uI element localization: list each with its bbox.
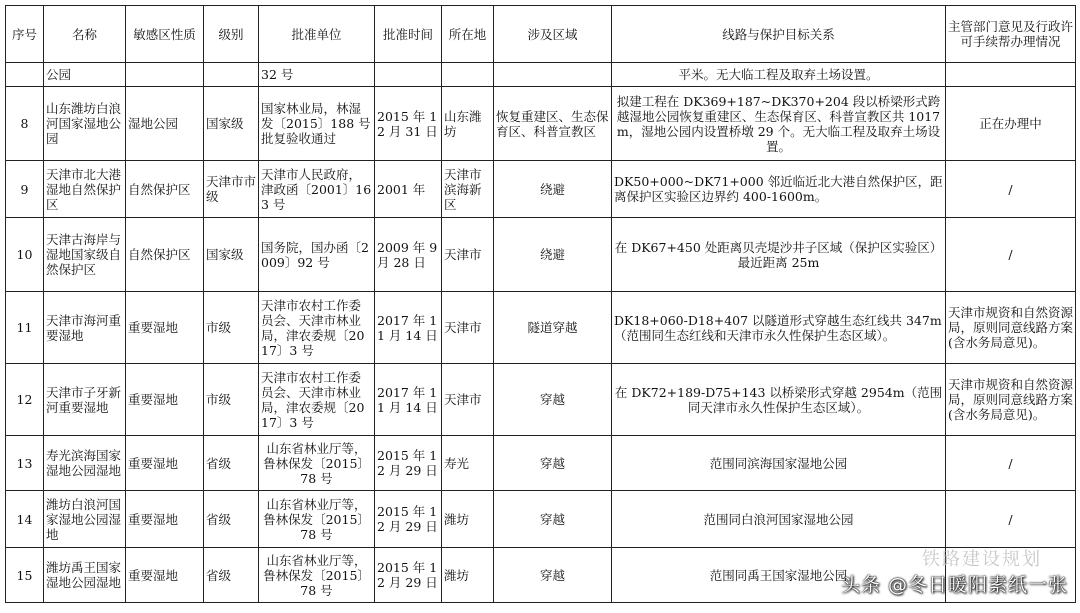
- cell-area: 隧道穿越: [494, 292, 612, 364]
- cell-location: 天津市: [442, 364, 494, 436]
- cell-relation: 范围同滨海国家湿地公园: [612, 436, 946, 491]
- cell-time: [375, 63, 442, 87]
- cell-opinion: 天津市规资和自然资源局，原则同意线路方案(含水务局意见)。: [946, 292, 1076, 364]
- cell-no: 10: [6, 218, 44, 292]
- cell-name: 山东潍坊白浪河国家湿地公园: [44, 87, 126, 161]
- cell-time: 2009 年 9 月 28 日: [375, 218, 442, 292]
- cell-unit: 32 号: [259, 63, 375, 87]
- cell-opinion: /: [946, 491, 1076, 548]
- cell-location: 天津市: [442, 218, 494, 292]
- cell-nature: 重要湿地: [126, 548, 204, 603]
- cell-unit: 国务院，国办函〔2009〕92 号: [259, 218, 375, 292]
- cell-level: 市级: [204, 364, 259, 436]
- cell-no: 8: [6, 87, 44, 161]
- cell-nature: [126, 63, 204, 87]
- cell-opinion: /: [946, 436, 1076, 491]
- header-name: 名称: [44, 6, 126, 63]
- cell-nature: 湿地公园: [126, 87, 204, 161]
- cell-area: 绕避: [494, 161, 612, 218]
- watermark-author-text: 头条 @冬日暖阳素纸一张: [840, 574, 1068, 596]
- cell-unit: 天津市农村工作委员会、天津市林业局，津农委规〔2017〕3 号: [259, 292, 375, 364]
- sensitive-area-table: [5, 5, 1076, 603]
- cell-area: 穿越: [494, 436, 612, 491]
- cell-opinion: /: [946, 218, 1076, 292]
- cell-opinion: 天津市规资和自然资源局，原则同意线路方案(含水务局意见)。: [946, 364, 1076, 436]
- header-no: 序号: [6, 6, 44, 63]
- cell-level: [204, 63, 259, 87]
- cell-nature: 重要湿地: [126, 436, 204, 491]
- cell-area: 恢复重建区、生态保育区、科普宣教区: [494, 87, 612, 161]
- cell-relation: 在 DK72+189-D75+143 以桥梁形式穿越 2954m（范围同天津市永久性保护生态区域）。: [612, 364, 946, 436]
- cell-nature: 重要湿地: [126, 364, 204, 436]
- cell-name: 潍坊禹王国家湿地公园湿地: [44, 548, 126, 603]
- cell-nature: 自然保护区: [126, 218, 204, 292]
- cell-time: 2001 年: [375, 161, 442, 218]
- cell-time: 2017 年 11 月 14 日: [375, 364, 442, 436]
- cell-no: 14: [6, 491, 44, 548]
- cell-no: 15: [6, 548, 44, 603]
- cell-area: [494, 63, 612, 87]
- cell-location: 潍坊: [442, 491, 494, 548]
- watermark-channel-text: 铁路建设规划: [922, 549, 1042, 570]
- cell-location: 天津市: [442, 292, 494, 364]
- table-row: [6, 491, 1076, 548]
- cell-name: 寿光滨海国家湿地公园湿地: [44, 436, 126, 491]
- cell-level: 省级: [204, 491, 259, 548]
- cell-level: 省级: [204, 436, 259, 491]
- cell-unit: 天津市农村工作委员会、天津市林业局，津农委规〔2017〕3 号: [259, 364, 375, 436]
- cell-level: 国家级: [204, 87, 259, 161]
- cell-relation: DK50+000~DK71+000 邻近临近北大港自然保护区，距离保护区实验区边界约 400-1600m。: [612, 161, 946, 218]
- table-row-continuation: [6, 63, 1076, 87]
- header-unit: 批准单位: [259, 6, 375, 63]
- cell-name: 天津市海河重要湿地: [44, 292, 126, 364]
- cell-nature: 重要湿地: [126, 491, 204, 548]
- cell-no: [6, 63, 44, 87]
- cell-name: 潍坊白浪河国家湿地公园湿地: [44, 491, 126, 548]
- cell-area: 绕避: [494, 218, 612, 292]
- header-nature: 敏感区性质: [126, 6, 204, 63]
- header-area: 涉及区域: [494, 6, 612, 63]
- cell-time: 2017 年 11 月 14 日: [375, 292, 442, 364]
- cell-time: 2015 年 12 月 29 日: [375, 491, 442, 548]
- cell-location: [442, 63, 494, 87]
- cell-relation: 范围同禹王国家湿地公园: [612, 548, 946, 603]
- cell-time: 2015 年 12 月 31 日: [375, 87, 442, 161]
- table-row: [6, 436, 1076, 491]
- table-row: [6, 218, 1076, 292]
- cell-time: 2015 年 12 月 29 日: [375, 436, 442, 491]
- cell-relation: 范围同白浪河国家湿地公园: [612, 491, 946, 548]
- cell-no: 12: [6, 364, 44, 436]
- cell-nature: 自然保护区: [126, 161, 204, 218]
- cell-relation: DK18+060-D18+407 以隧道形式穿越生态红线共 347m（范围同生态红线和天津市永久性保护生态区域）。: [612, 292, 946, 364]
- cell-relation: 在 DK67+450 处距离贝壳堤沙井子区域（保护区实验区）最近距离 25m: [612, 218, 946, 292]
- cell-location: 山东潍坊: [442, 87, 494, 161]
- table-row: [6, 292, 1076, 364]
- cell-location: 天津市滨海新区: [442, 161, 494, 218]
- header-relation: 线路与保护目标关系: [612, 6, 946, 63]
- cell-opinion: [946, 63, 1076, 87]
- header-location: 所在地: [442, 6, 494, 63]
- cell-unit: 山东省林业厅等，鲁林保发〔2015〕78 号: [259, 491, 375, 548]
- header-level: 级别: [204, 6, 259, 63]
- cell-level: 省级: [204, 548, 259, 603]
- cell-name: 天津市子牙新河重要湿地: [44, 364, 126, 436]
- cell-opinion: 正在办理中: [946, 87, 1076, 161]
- cell-name: 天津古海岸与湿地国家级自然保护区: [44, 218, 126, 292]
- cell-level: 天津市市级: [204, 161, 259, 218]
- cell-no: 9: [6, 161, 44, 218]
- cell-level: 国家级: [204, 218, 259, 292]
- header-opinion: 主管部门意见及行政许可手续帮办理情况: [946, 6, 1076, 63]
- cell-unit: 国家林业局，林湿发〔2015〕188 号批复验收通过: [259, 87, 375, 161]
- header-row: [6, 6, 1076, 63]
- cell-area: 穿越: [494, 491, 612, 548]
- cell-location: 潍坊: [442, 548, 494, 603]
- cell-location: 寿光: [442, 436, 494, 491]
- cell-unit: 山东省林业厅等，鲁林保发〔2015〕78 号: [259, 436, 375, 491]
- cell-relation: 平米。无大临工程及取弃土场设置。: [612, 63, 946, 87]
- cell-no: 13: [6, 436, 44, 491]
- cell-unit: 山东省林业厅等，鲁林保发〔2015〕78 号: [259, 548, 375, 603]
- table-row: [6, 161, 1076, 218]
- cell-name: 天津市北大港湿地自然保护区: [44, 161, 126, 218]
- cell-relation: 拟建工程在 DK369+187~DK370+204 段以桥梁形式跨越湿地公园恢复重建区、生态保育区、科普宣教区共 1017m，湿地公园内设置桥墩 29 个。无大临工程及取弃土场设置。: [612, 87, 946, 161]
- cell-area: 穿越: [494, 364, 612, 436]
- cell-name: 公园: [44, 63, 126, 87]
- table-row: [6, 87, 1076, 161]
- header-time: 批准时间: [375, 6, 442, 63]
- cell-area: 穿越: [494, 548, 612, 603]
- cell-nature: 重要湿地: [126, 292, 204, 364]
- cell-opinion: /: [946, 161, 1076, 218]
- cell-level: 市级: [204, 292, 259, 364]
- cell-no: 11: [6, 292, 44, 364]
- cell-unit: 天津市人民政府，津政函〔2001〕163 号: [259, 161, 375, 218]
- table-row: [6, 364, 1076, 436]
- cell-time: 2015 年 12 月 29 日: [375, 548, 442, 603]
